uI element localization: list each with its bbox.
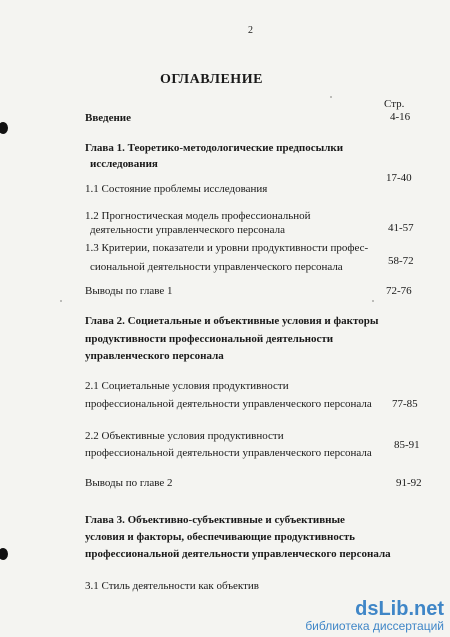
toc-pages: 72-76: [386, 285, 412, 297]
chapter1-heading-line1: Глава 1. Теоретико-методологические предпосылки: [85, 142, 344, 154]
toc-entry-2-2-line2: профессиональной деятельности управленческого персонала: [85, 447, 372, 459]
toc-entry-1-2-line1: 1.2 Прогностическая модель профессиональной: [85, 210, 311, 222]
toc-title: ОГЛАВЛЕНИЕ: [160, 72, 263, 87]
pages-column-label: Стр.: [384, 98, 405, 110]
chapter3-heading-line3: профессиональной деятельности управленческого персонала: [85, 548, 391, 560]
toc-entry-3-1: 3.1 Стиль деятельности как объектив: [85, 580, 259, 592]
toc-pages: 58-72: [388, 255, 414, 267]
toc-pages: 77-85: [392, 398, 418, 410]
scan-speck: [372, 300, 374, 302]
toc-conclusions-2: Выводы по главе 2: [85, 477, 173, 489]
punch-hole-mark: [0, 122, 8, 134]
toc-conclusions-1: Выводы по главе 1: [85, 285, 173, 297]
toc-intro: Введение: [85, 112, 132, 124]
toc-entry-2-1-line2: профессиональной деятельности управленческого персонала: [85, 398, 372, 410]
toc-pages: 17-40: [386, 172, 412, 184]
toc-pages: 85-91: [394, 439, 420, 451]
punch-hole-mark: [0, 548, 8, 560]
chapter2-heading-line1: Глава 2. Социетальные и объективные условия и факторы: [85, 315, 379, 327]
watermark-logo: dsLib.net: [355, 598, 444, 620]
watermark-subtitle: библиотека диссертаций: [305, 619, 444, 633]
toc-entry-1-3-line2: сиональной деятельности управленческого персонала: [90, 261, 343, 273]
toc-pages: 91-92: [396, 477, 422, 489]
toc-entry-2-2-line1: 2.2 Объективные условия продуктивности: [85, 430, 284, 442]
chapter3-heading-line1: Глава 3. Объективно-субъективные и субъективные: [85, 514, 345, 526]
toc-entry-1-3-line1: 1.3 Критерии, показатели и уровни продуктивности профес-: [85, 242, 369, 254]
page-number: 2: [248, 25, 253, 36]
toc-pages: 41-57: [388, 222, 414, 234]
toc-entry-1-2-line2: деятельности управленческого персонала: [90, 224, 286, 236]
watermark: [305, 599, 444, 633]
scan-speck: [330, 96, 332, 98]
chapter3-heading-line2: условия и факторы, обеспечивающие продуктивность: [85, 531, 355, 543]
toc-intro-pages: 4-16: [390, 111, 411, 123]
chapter2-heading-line3: управленческого персонала: [85, 350, 224, 362]
toc-entry-2-1-line1: 2.1 Социетальные условия продуктивности: [85, 380, 289, 392]
chapter1-heading-line2: исследования: [90, 158, 158, 170]
scan-speck: [60, 300, 62, 302]
toc-entry-1-1: 1.1 Состояние проблемы исследования: [85, 183, 268, 195]
chapter2-heading-line2: продуктивности профессиональной деятельности: [85, 333, 334, 345]
